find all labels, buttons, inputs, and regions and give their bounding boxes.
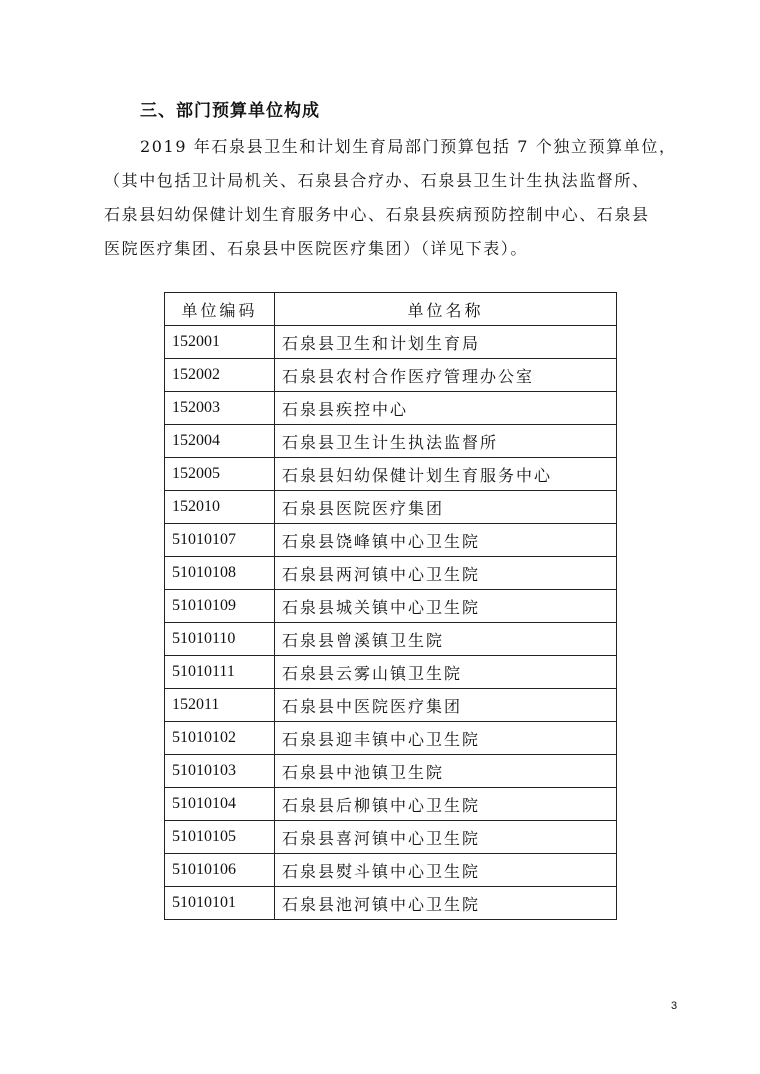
budget-units-table: [164, 292, 617, 920]
intro-paragraph: [104, 130, 694, 266]
table-row: [165, 458, 617, 491]
unit-name-cell: 石泉县喜河镇中心卫生院: [275, 821, 617, 854]
unit-name-cell: 石泉县医院医疗集团: [275, 491, 617, 524]
header-unit-code: 单位编码: [165, 293, 275, 326]
unit-name-cell: 石泉县卫生和计划生育局: [275, 326, 617, 359]
unit-name-cell: 石泉县后柳镇中心卫生院: [275, 788, 617, 821]
unit-code-cell: 152002: [165, 359, 275, 392]
unit-name-cell: 石泉县饶峰镇中心卫生院: [275, 524, 617, 557]
unit-code-cell: 51010101: [165, 887, 275, 920]
unit-name-cell: 石泉县妇幼保健计划生育服务中心: [275, 458, 617, 491]
unit-name-cell: 石泉县两河镇中心卫生院: [275, 557, 617, 590]
table-row: [165, 359, 617, 392]
unit-code-cell: 51010109: [165, 590, 275, 623]
table-row: [165, 689, 617, 722]
unit-name-cell: 石泉县曾溪镇卫生院: [275, 623, 617, 656]
unit-name-cell: 石泉县农村合作医疗管理办公室: [275, 359, 617, 392]
unit-code-cell: 51010102: [165, 722, 275, 755]
unit-code-cell: 51010107: [165, 524, 275, 557]
section-heading: 三、部门预算单位构成: [140, 101, 320, 121]
table-row: [165, 557, 617, 590]
table-row: [165, 854, 617, 887]
table-body: [165, 326, 617, 920]
table-header-row: [165, 293, 617, 326]
table-row: [165, 392, 617, 425]
unit-code-cell: 51010110: [165, 623, 275, 656]
table-row: [165, 425, 617, 458]
paragraph-line: 2019 年石泉县卫生和计划生育局部门预算包括 7 个独立预算单位，: [140, 137, 677, 156]
paragraph-line: 医院医疗集团、石泉县中医院医疗集团）（详见下表）。: [104, 239, 529, 258]
table-row: [165, 326, 617, 359]
unit-name-cell: 石泉县卫生计生执法监督所: [275, 425, 617, 458]
unit-code-cell: 152003: [165, 392, 275, 425]
unit-code-cell: 152005: [165, 458, 275, 491]
unit-name-cell: 石泉县中医院医疗集团: [275, 689, 617, 722]
unit-code-cell: 152001: [165, 326, 275, 359]
table-row: [165, 722, 617, 755]
unit-code-cell: 152004: [165, 425, 275, 458]
table-row: [165, 524, 617, 557]
table-row: [165, 788, 617, 821]
table-row: [165, 623, 617, 656]
unit-code-cell: 51010105: [165, 821, 275, 854]
unit-code-cell: 51010104: [165, 788, 275, 821]
table-row: [165, 491, 617, 524]
paragraph-line: （其中包括卫计局机关、石泉县合疗办、石泉县卫生计生执法监督所、: [104, 171, 650, 190]
unit-name-cell: 石泉县疾控中心: [275, 392, 617, 425]
unit-name-cell: 石泉县城关镇中心卫生院: [275, 590, 617, 623]
header-unit-name: 单位名称: [275, 293, 617, 326]
unit-name-cell: 石泉县中池镇卫生院: [275, 755, 617, 788]
unit-code-cell: 152011: [165, 689, 275, 722]
table-row: [165, 887, 617, 920]
paragraph-line: 石泉县妇幼保健计划生育服务中心、石泉县疾病预防控制中心、石泉县: [104, 205, 650, 224]
unit-code-cell: 51010103: [165, 755, 275, 788]
table-row: [165, 590, 617, 623]
unit-name-cell: 石泉县池河镇中心卫生院: [275, 887, 617, 920]
unit-code-cell: 152010: [165, 491, 275, 524]
table-row: [165, 755, 617, 788]
table-row: [165, 656, 617, 689]
unit-name-cell: 石泉县迎丰镇中心卫生院: [275, 722, 617, 755]
unit-name-cell: 石泉县熨斗镇中心卫生院: [275, 854, 617, 887]
unit-code-cell: 51010108: [165, 557, 275, 590]
page-number: 3: [671, 1000, 678, 1012]
unit-code-cell: 51010106: [165, 854, 275, 887]
unit-name-cell: 石泉县云雾山镇卫生院: [275, 656, 617, 689]
table-row: [165, 821, 617, 854]
unit-code-cell: 51010111: [165, 656, 275, 689]
